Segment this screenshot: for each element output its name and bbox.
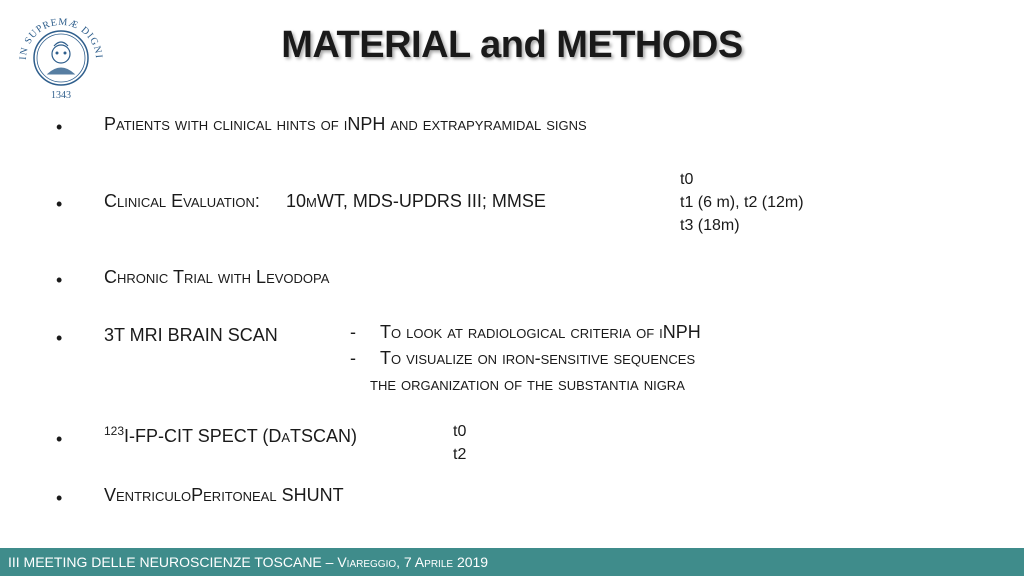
bullet-dot: •: [56, 328, 63, 348]
seal-motto: IN SUPREMÆ DIGNI: [17, 16, 105, 61]
seal-year: 1343: [51, 90, 71, 100]
chronic-trial-text: Chronic Trial with Levodopa: [104, 267, 330, 287]
footer-text: III MEETING DELLE NEUROSCIENZE TOSCANE – Viareggio, 7 Aprile 2019: [8, 554, 489, 570]
patients-text: Patients with clinical hints of iNPH and extrapyramidal signs: [104, 114, 587, 134]
timepoint: t1 (6 m), t2 (12m): [680, 194, 804, 211]
timepoint: t0: [453, 423, 467, 440]
dash: -: [350, 348, 356, 368]
isotope-superscript: 123: [104, 424, 125, 438]
timepoint: t0: [680, 171, 694, 188]
mri-aim-2-continued: the organization of the substantia nigra: [370, 374, 685, 394]
spect-label: I-FP-CIT SPECT (DaTSCAN): [124, 426, 358, 446]
bullet-dot: •: [56, 270, 63, 290]
footer-bar: [0, 548, 1024, 576]
page-title: MATERIAL and METHODS: [281, 24, 743, 66]
clinical-value: 10mWT, MDS-UPDRS III; MMSE: [286, 191, 546, 211]
mri-aim-1: To look at radiological criteria of iNPH: [380, 322, 701, 342]
dash: -: [350, 322, 356, 342]
spect-text: [104, 426, 357, 448]
mri-text: 3T MRI BRAIN SCAN: [104, 325, 278, 345]
bullet-dot: •: [56, 194, 63, 214]
shunt-text: VentriculoPeritoneal SHUNT: [104, 485, 344, 505]
bullet-dot: •: [56, 488, 63, 508]
timepoint: t2: [453, 446, 467, 463]
clinical-timepoints: [680, 168, 804, 237]
bullet-dot: •: [56, 117, 63, 137]
bullet-dot: •: [56, 429, 63, 449]
clinical-label: Clinical Evaluation:: [104, 191, 260, 211]
timepoint: t3 (18m): [680, 217, 740, 234]
spect-timepoints: [453, 420, 466, 466]
mri-aim-2: To visualize on iron-sensitive sequences: [380, 348, 696, 368]
